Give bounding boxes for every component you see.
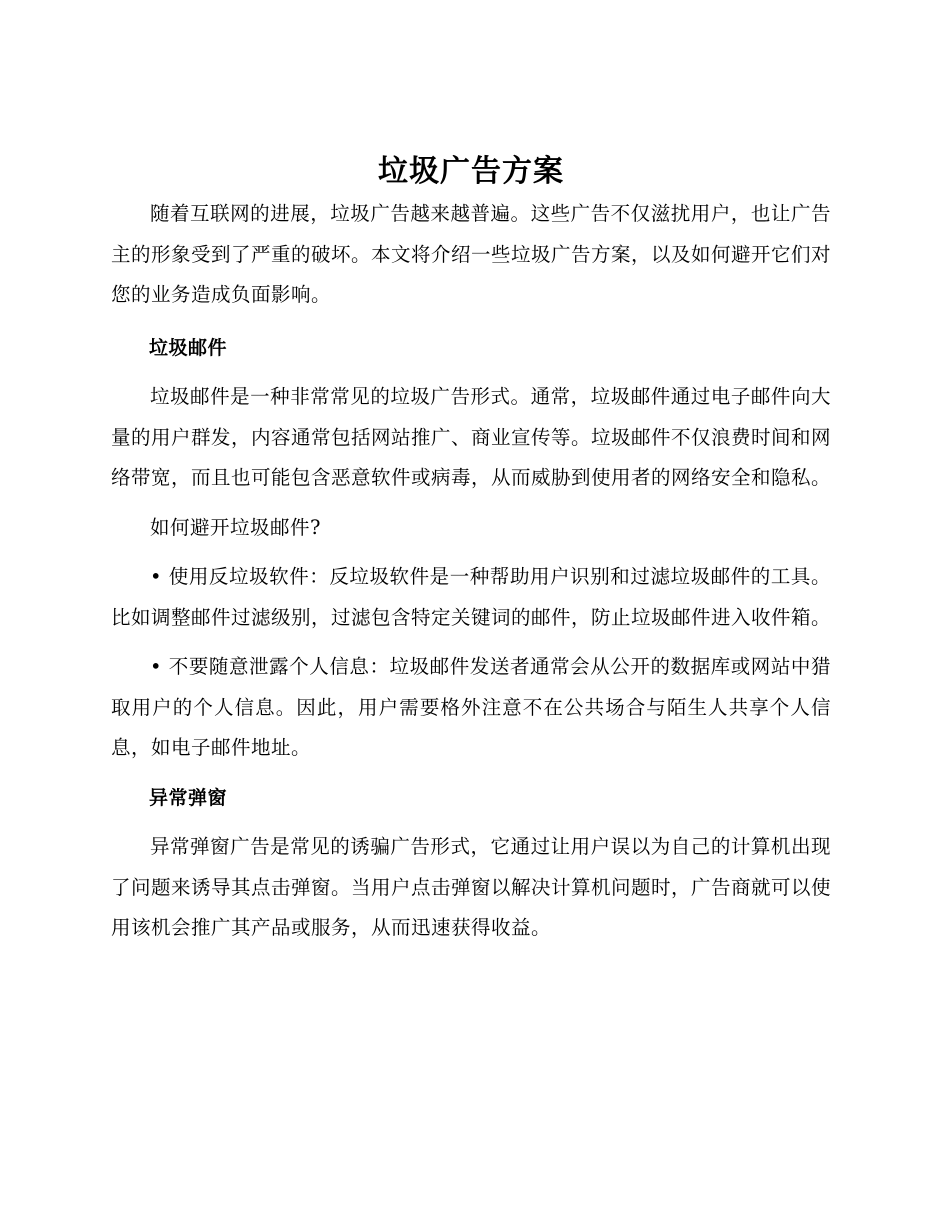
tip-anti-spam-software: • 使用反垃圾软件：反垃圾软件是一种帮助用户识别和过滤垃圾邮件的工具。比如调整邮件过滤级别，过滤包含特定关键词的邮件，防止垃圾邮件进入收件箱。	[111, 565, 832, 629]
spam-email-paragraph: 垃圾邮件是一种非常常见的垃圾广告形式。通常，垃圾邮件通过电子邮件向大量的用户群发，内容通常包括网站推广、商业宣传等。垃圾邮件不仅浪费时间和网络带宽，而且也可能包含恶意软件或病毒，从而威胁到使用者的网络安全和隐私。	[111, 385, 832, 489]
intro-paragraph: 随着互联网的进展，垃圾广告越来越普遍。这些广告不仅滋扰用户，也让广告主的形象受到了严重的破坏。本文将介绍一些垃圾广告方案，以及如何避开它们对您的业务造成负面影响。	[111, 202, 832, 306]
section-heading-popups: 异常弹窗	[149, 786, 228, 809]
section-heading-spam-email: 垃圾邮件	[149, 336, 228, 359]
popups-paragraph: 异常弹窗广告是常见的诱骗广告形式，它通过让用户误以为自己的计算机出现了问题来诱导其点击弹窗。当用户点击弹窗以解决计算机问题时，广告商就可以使用该机会推广其产品或服务，从而迅速获得收益。	[111, 835, 832, 939]
document-page	[111, 150, 831, 958]
tip-protect-personal-info: • 不要随意泄露个人信息：垃圾邮件发送者通常会从公开的数据库或网站中猎取用户的个人信息。因此，用户需要格外注意不在公共场合与陌生人共享个人信息，如电子邮件地址。	[111, 655, 831, 759]
document-title: 垃圾广告方案	[378, 154, 564, 189]
spam-email-question: 如何避开垃圾邮件?	[150, 515, 321, 539]
